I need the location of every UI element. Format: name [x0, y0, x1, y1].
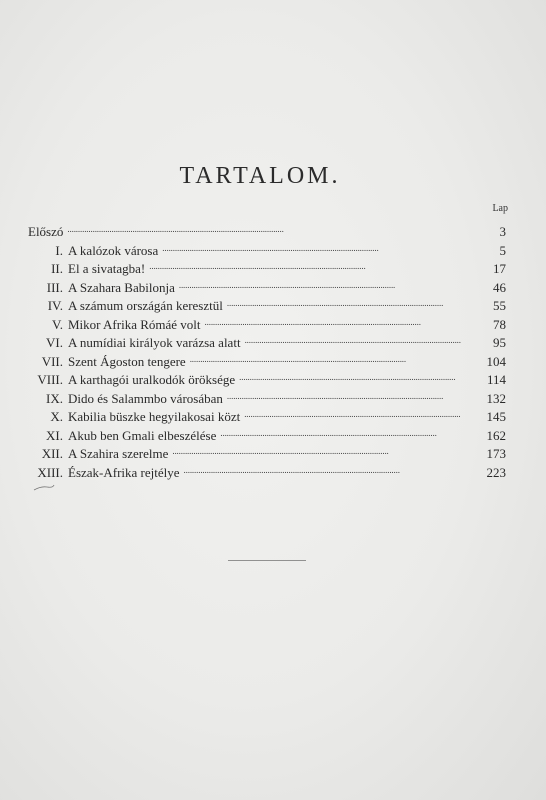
page-number: 145: [486, 409, 506, 424]
dot-leader: [227, 387, 471, 403]
dot-leader: [172, 442, 471, 458]
chapter-title: Dido és Salammbo városában: [68, 390, 223, 406]
dot-leader: [239, 368, 471, 384]
chapter-number: II.: [51, 261, 63, 276]
dot-leader: [245, 331, 471, 347]
dot-leader: [184, 461, 471, 477]
chapter-title: Szent Ágoston tengere: [68, 353, 186, 369]
chapter-title: A Szahara Babilonja: [68, 279, 175, 295]
chapter-title: A karthagói uralkodók öröksége: [68, 372, 236, 387]
dot-leader: [244, 405, 471, 421]
toc-entry: [28, 313, 506, 332]
page-title: TARTALOM.: [179, 163, 341, 189]
page-number: 78: [493, 316, 506, 332]
chapter-title: Észak-Afrika rejtélye: [68, 464, 180, 480]
toc-entry: [28, 350, 506, 369]
page-number: 223: [486, 464, 506, 480]
toc-entry: [28, 405, 506, 424]
chapter-number: X.: [50, 409, 63, 424]
page-number: 132: [486, 390, 506, 406]
chapter-title: A Szahira szerelme: [68, 446, 169, 461]
toc-entry: [28, 461, 506, 480]
page-number: 55: [493, 298, 506, 313]
toc-entry: [28, 424, 506, 443]
chapter-number: IV.: [47, 298, 63, 313]
ornamental-divider: [228, 560, 306, 561]
toc-entry: [28, 276, 506, 295]
toc-entry: [28, 294, 506, 313]
toc-entry: [28, 368, 506, 387]
pen-mark-icon: [33, 484, 55, 492]
chapter-number: VIII.: [37, 372, 63, 387]
chapter-title: El a sivatagba!: [68, 261, 146, 276]
page-number: 114: [486, 372, 506, 387]
chapter-number: V.: [52, 316, 63, 332]
table-of-contents: [28, 220, 506, 479]
toc-entry: [28, 257, 506, 276]
chapter-title: A kalózok városa: [68, 242, 159, 258]
chapter-number: IX.: [46, 390, 63, 406]
chapter-number: I.: [55, 242, 63, 258]
page-column-header: Lap: [492, 203, 508, 214]
page-number: 95: [493, 335, 506, 350]
page-number: 162: [486, 427, 506, 443]
toc-entry: [28, 220, 506, 239]
chapter-title: A numídiai királyok varázsa alatt: [68, 335, 241, 350]
dot-leader: [162, 239, 471, 255]
chapter-title: Előszó: [28, 224, 64, 239]
dot-leader: [190, 350, 471, 366]
chapter-number: VI.: [46, 335, 63, 350]
toc-entry: [28, 331, 506, 350]
chapter-number: XI.: [46, 427, 63, 443]
dot-leader: [227, 294, 471, 310]
dot-leader: [179, 276, 471, 292]
chapter-title: Mikor Afrika Rómáé volt: [68, 316, 201, 332]
chapter-title: Akub ben Gmali elbeszélése: [68, 427, 217, 443]
chapter-title: Kabilia büszke hegyilakosai közt: [68, 409, 241, 424]
page-number: 173: [486, 446, 506, 461]
dot-leader: [67, 220, 471, 236]
page-number: 46: [493, 279, 506, 295]
toc-entry: [28, 442, 506, 461]
page-number: 3: [499, 224, 506, 239]
dot-leader: [205, 313, 471, 329]
chapter-number: VII.: [41, 353, 63, 369]
page-number: 104: [486, 353, 506, 369]
page-number: 17: [493, 261, 506, 276]
toc-entry: [28, 239, 506, 258]
dot-leader: [220, 424, 471, 440]
chapter-number: XII.: [41, 446, 63, 461]
chapter-title: A számum országán keresztül: [68, 298, 223, 313]
toc-entry: [28, 387, 506, 406]
chapter-number: XIII.: [37, 464, 63, 480]
dot-leader: [149, 257, 471, 273]
page-number: 5: [499, 242, 506, 258]
chapter-number: III.: [46, 279, 63, 295]
